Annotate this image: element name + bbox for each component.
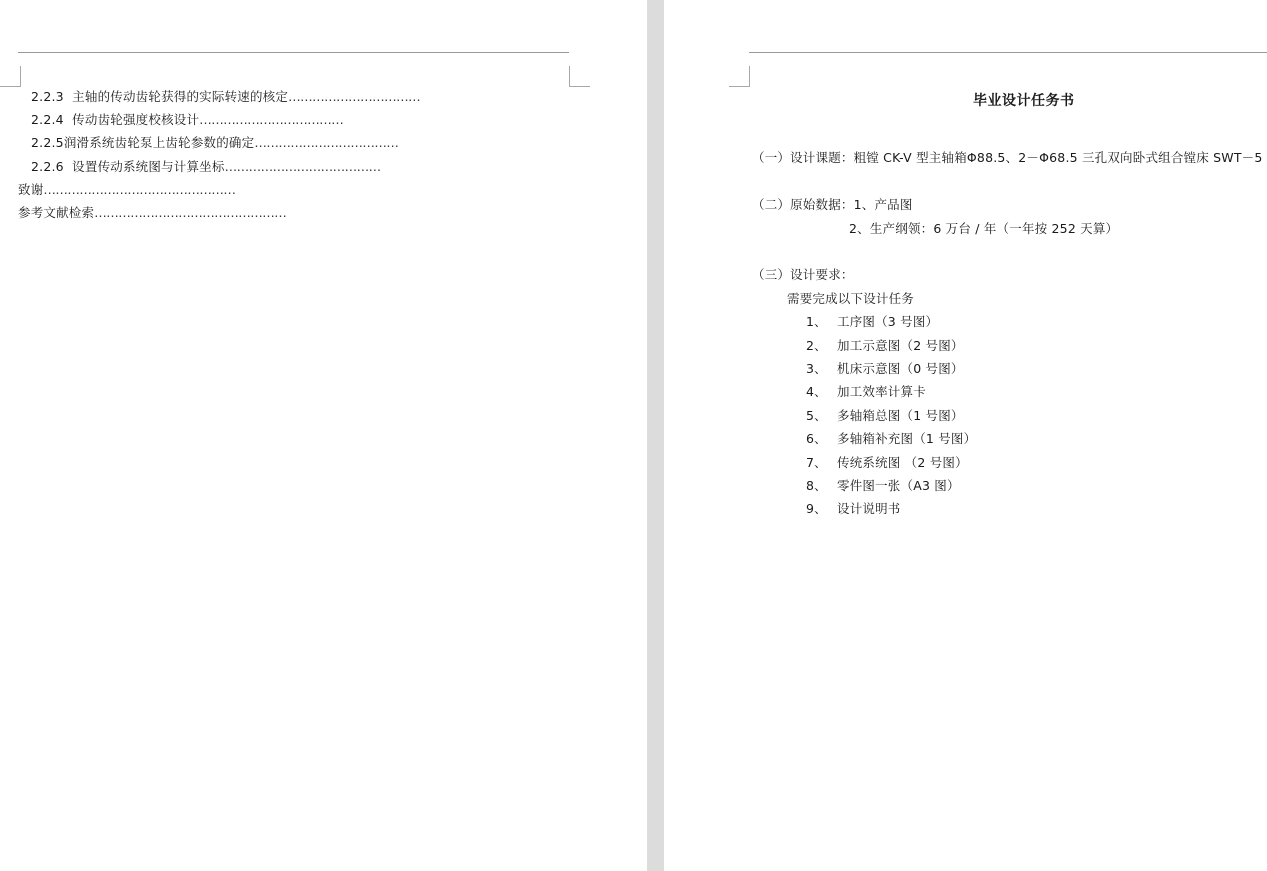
document-title: 毕业设计任务书 xyxy=(973,93,1075,109)
toc-entry-number: 2.2.3 xyxy=(31,89,64,104)
list-item xyxy=(806,431,827,447)
toc-entry-title: 传动齿轮强度校核设计 xyxy=(72,112,200,127)
list-item xyxy=(806,408,827,424)
right-page xyxy=(664,0,1267,871)
toc-entry[interactable] xyxy=(18,182,235,198)
list-item-number: 8、 xyxy=(806,478,827,493)
design-requirements-label: （三）设计要求： xyxy=(752,267,854,282)
list-item xyxy=(806,478,827,494)
toc-entry[interactable] xyxy=(18,205,286,221)
design-topic-line: （一）设计课题：粗镗 CK-V 型主轴箱Φ88.5、2－Φ68.5 三孔双向卧式组合镗床 SWT－5 xyxy=(752,150,1263,165)
margin-corner-mark xyxy=(569,66,590,87)
list-item xyxy=(806,361,827,377)
toc-entry[interactable] xyxy=(31,135,398,151)
page-top-margin-line xyxy=(749,52,1267,53)
toc-entry[interactable] xyxy=(31,89,420,105)
list-item-text: 工序图（3 号图） xyxy=(837,314,939,329)
list-item-text: 加工效率计算卡 xyxy=(837,384,926,399)
list-item-number: 6、 xyxy=(806,431,827,446)
toc-entry-title: 主轴的传动齿轮获得的实际转速的核定 xyxy=(72,89,289,104)
page-gutter xyxy=(647,0,664,871)
list-item-number: 3、 xyxy=(806,361,827,376)
list-item-text: 设计说明书 xyxy=(837,501,901,516)
list-item-text: 多轴箱总图（1 号图） xyxy=(837,408,964,423)
list-item-number: 7、 xyxy=(806,455,827,470)
toc-leader-dots: ………………………………………… xyxy=(43,182,236,197)
toc-leader-dots: ……………………………… xyxy=(199,112,344,127)
margin-corner-mark xyxy=(729,66,750,87)
list-item-text: 多轴箱补充图（1 号图） xyxy=(837,431,977,446)
toc-entry-title: 参考文献检索 xyxy=(18,205,95,220)
list-item-number: 1、 xyxy=(806,314,827,329)
toc-entry-number: 2.2.4 xyxy=(31,112,64,127)
original-data-label: （二）原始数据：1、产品图 xyxy=(752,197,913,212)
margin-corner-mark xyxy=(0,66,21,87)
page-top-margin-line xyxy=(18,52,569,53)
toc-entry-number: 2.2.6 xyxy=(31,159,64,174)
toc-entry[interactable] xyxy=(31,112,343,128)
list-item xyxy=(806,314,827,330)
list-item-number: 9、 xyxy=(806,501,827,516)
toc-entry-number: 2.2.5 xyxy=(31,135,64,150)
production-program-line: 2、生产纲领：6 万台 / 年（一年按 252 天算） xyxy=(849,221,1119,236)
toc-entry-title: 润滑系统齿轮泵上齿轮参数的确定 xyxy=(63,135,255,150)
list-item-number: 5、 xyxy=(806,408,827,423)
list-item-number: 2、 xyxy=(806,338,827,353)
list-item-text: 机床示意图（0 号图） xyxy=(837,361,964,376)
requirements-intro: 需要完成以下设计任务 xyxy=(787,291,915,306)
list-item xyxy=(806,338,827,354)
toc-leader-dots: ……………………………… xyxy=(254,135,399,150)
toc-entry[interactable] xyxy=(31,159,381,175)
list-item xyxy=(806,501,827,517)
toc-leader-dots: ………………………………… xyxy=(224,159,381,174)
toc-leader-dots: …………………………… xyxy=(288,89,421,104)
list-item xyxy=(806,384,827,400)
list-item-number: 4、 xyxy=(806,384,827,399)
list-item-text: 传统系统图 （2 号图） xyxy=(837,455,968,470)
toc-entry-title: 致谢 xyxy=(18,182,44,197)
toc-leader-dots: ………………………………………… xyxy=(94,205,287,220)
list-item-text: 加工示意图（2 号图） xyxy=(837,338,964,353)
toc-entry-title: 设置传动系统图与计算坐标 xyxy=(72,159,225,174)
list-item xyxy=(806,455,827,471)
list-item-text: 零件图一张（A3 图） xyxy=(837,478,960,493)
